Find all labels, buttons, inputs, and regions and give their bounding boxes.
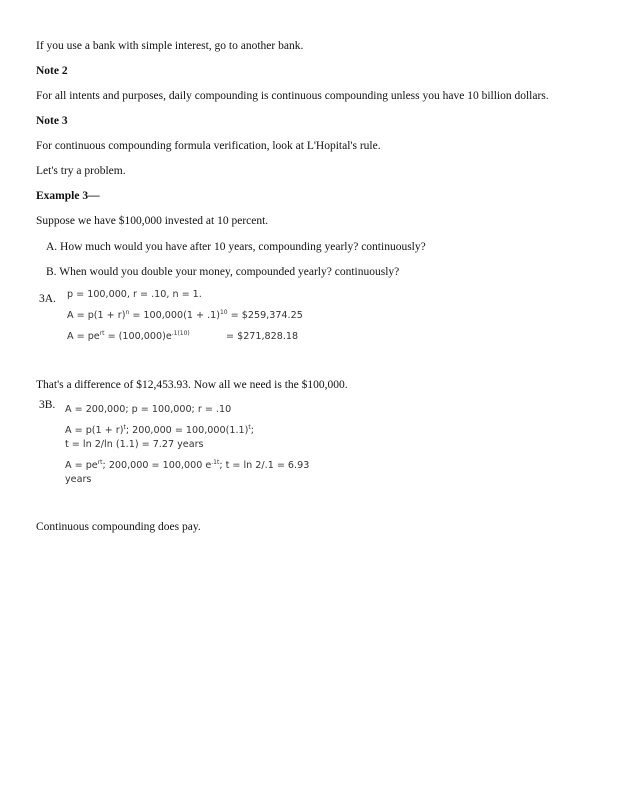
closing-line: Continuous compounding does pay. xyxy=(36,521,201,533)
solution-3a-line3-result: = $271,828.18 xyxy=(226,331,299,342)
difference-line: That's a difference of $12,453.93. Now all we need is the $100,000. xyxy=(36,379,348,391)
solution-3b-label: 3B. xyxy=(39,399,56,411)
note2-text: For all intents and purposes, daily compounding is continuous compounding unless you have 10 billion dollars. xyxy=(36,90,549,102)
intro-line: If you use a bank with simple interest, go to another bank. xyxy=(36,40,304,52)
solution-3a-line3: $A = pe^{rt} = (100,000)e^{.1(10)}$ xyxy=(67,330,190,342)
question-b: B. When would you double your money, compounded yearly? continuously? xyxy=(46,266,400,278)
question-a: A. How much would you have after 10 years, compounding yearly? continuously? xyxy=(46,241,426,253)
note3-heading: Note 3 xyxy=(36,115,68,127)
solution-3b-line5: years xyxy=(65,474,92,485)
example3-statement: Suppose we have $100,000 invested at 10 percent. xyxy=(36,215,269,227)
solution-3a-line2: $A = p(1 + r)^n = 100,000(1 + .1)^{10}$ = $259,374.25 xyxy=(67,309,303,321)
try-line: Let's try a problem. xyxy=(36,165,126,177)
solution-3b-line3: t = ln 2/ln (1.1) = 7.27 years xyxy=(65,439,204,450)
solution-3b-line1: A = 200,000; p = 100,000; r = .10 xyxy=(65,404,232,415)
example3-heading: Example 3— xyxy=(36,190,100,202)
solution-3b-line4: $A = pe^{rt}$; 200,000 = 100,000 $e^{.1t}$; t = ln 2/.1 = 6.93 xyxy=(65,459,310,471)
note2-heading: Note 2 xyxy=(36,65,68,77)
solution-3a-label: 3A. xyxy=(39,293,56,305)
solution-3a-line1: p = 100,000, r = .10, n = 1. xyxy=(67,289,202,300)
solution-3b-line2: $A = p(1 + r)^t$; $200,000 = 100,000(1.1)^t$; xyxy=(65,424,254,436)
note3-text: For continuous compounding formula verification, look at L'Hopital's rule. xyxy=(36,140,381,152)
